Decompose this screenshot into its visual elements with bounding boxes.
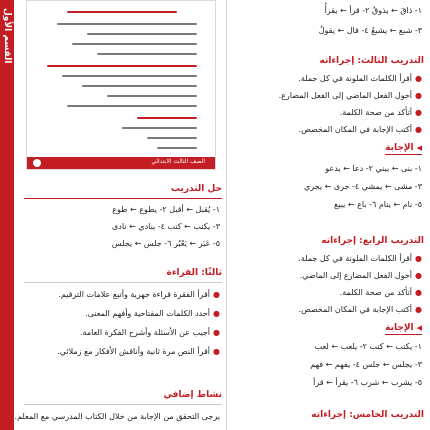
training-solution-title: حل التدريب [170, 184, 222, 194]
exercise-3-bullet-2: ●أحول الفعل الماضي إلى الفعل المضارع. [278, 91, 422, 100]
reading-bullet-3: ●أجيب عن الأسئلة وأشرح الفكرة العامة. [79, 328, 220, 337]
bullet-icon: ● [213, 347, 220, 356]
top-answer-line-1: ١- ذاقَ ← يذوقُ ٢- قرأ ← يقرأُ [324, 6, 422, 15]
section-rule [24, 198, 222, 199]
triangle-marker-icon: ◀ [416, 144, 422, 152]
exercise-3-bullet-1: ●أقرأ الكلمات الملونة في كل جملة. [298, 74, 422, 83]
bullet-icon: ● [213, 328, 220, 337]
activity-title: نشاط إضافي [163, 390, 222, 400]
bullet-icon: ● [415, 305, 422, 314]
exercise-3-bullet-4: ●أكتب الإجابة في المكان المخصص. [298, 125, 422, 134]
training-line-3: ٥- عَبَر ← يَعْبُر ٦- جلس ← يجلس [111, 239, 220, 248]
exercise-4-answer-line-2: ٣- يجلس ← جلس ٤- يفهم ← فهم [310, 360, 422, 369]
bullet-icon: ● [415, 108, 422, 117]
top-answer-line-2: ٣- شبع ← يشبعُ ٤- قال ← يقولُ [318, 26, 422, 35]
bullet-icon: ● [415, 288, 422, 297]
bullet-icon: ● [415, 125, 422, 134]
bullet-icon: ● [415, 254, 422, 263]
exercise-3-answer-line-3: ٥- نام ← ينام ٦- باع ← يبيع [334, 200, 422, 209]
figure-page-dot-icon [33, 159, 41, 167]
figure-footer-text: الصف الثالث الابتدائي [151, 158, 205, 165]
unit-side-bar [0, 0, 14, 430]
exercise-4-bullet-3: ●أتأكد من صحة الكلمة. [339, 288, 422, 297]
column-divider [226, 0, 227, 430]
exercise-4-answer-title: ◀الإجابة [385, 323, 422, 333]
exercise-4-answer-line-3: ٥- يشرب ← شرب ٦- يقرأ ← قرأ [313, 378, 422, 387]
reading-bullet-2: ●أحدد الكلمات المفتاحية وأفهم المعنى. [85, 309, 220, 318]
training-line-1: ١- يُقبل ← أقبل ٢- يطوع ← طوع [112, 205, 220, 214]
exercise-3-answer-line-1: ١- بنى ← يبني ٢- دعا ← يدعو [325, 164, 422, 173]
training-line-2: ٣- يكتب ← كتب ٤- ينادي ← نادى [112, 222, 220, 231]
left-column [14, 0, 226, 430]
exercise-3-answer-line-2: ٣- مشى ← يمشي ٤- جرى ← يجري [303, 182, 422, 191]
bullet-icon: ● [415, 74, 422, 83]
section-rule [24, 282, 222, 283]
exercise-4-bullet-4: ●أكتب الإجابة في المكان المخصص. [298, 305, 422, 314]
exercise-3-title: التدريب الثالث: إجراءاته [319, 56, 424, 66]
activity-line: يرجى التحقق من الإجابة من خلال الكتاب المدرسي مع المعلم. [14, 412, 220, 421]
exercise-4-bullet-1: ●أقرأ الكلمات الملونة في كل جملة. [298, 254, 422, 263]
reading-bullet-4: ●أقرأ النص مرة ثانية وأناقش الأفكار مع زملائي. [57, 347, 220, 356]
section-rule [24, 404, 222, 405]
exercise-3-answer-title: ◀الإجابة [385, 143, 422, 153]
reading-bullet-1: ●أقرأ الفقرة قراءة جهرية وأتبع علامات الترقيم. [58, 290, 220, 299]
embedded-page-figure [26, 0, 216, 170]
bullet-icon: ● [213, 290, 220, 299]
exercise-4-answer-line-1: ١- يكتب ← كتب ٢- يلعب ← لعب [314, 342, 422, 351]
unit-label: القسم الأول [2, 8, 12, 64]
exercise-3-bullet-3: ●أتأكد من صحة الكلمة. [339, 108, 422, 117]
exercise-5-title: التدريب الخامس: إجراءاته [311, 410, 424, 420]
exercise-4-bullet-2: ●أحول الفعل المضارع إلى الماضي. [299, 271, 422, 280]
exercise-4-title: التدريب الرابع: إجراءاته [321, 236, 424, 246]
triangle-marker-icon: ◀ [416, 324, 422, 332]
figure-footer-bar [27, 157, 215, 169]
bullet-icon: ● [415, 91, 422, 100]
bullet-icon: ● [415, 271, 422, 280]
reading-title: ثالثًا: القراءة [166, 268, 222, 278]
bullet-icon: ● [213, 309, 220, 318]
right-column [228, 0, 430, 430]
